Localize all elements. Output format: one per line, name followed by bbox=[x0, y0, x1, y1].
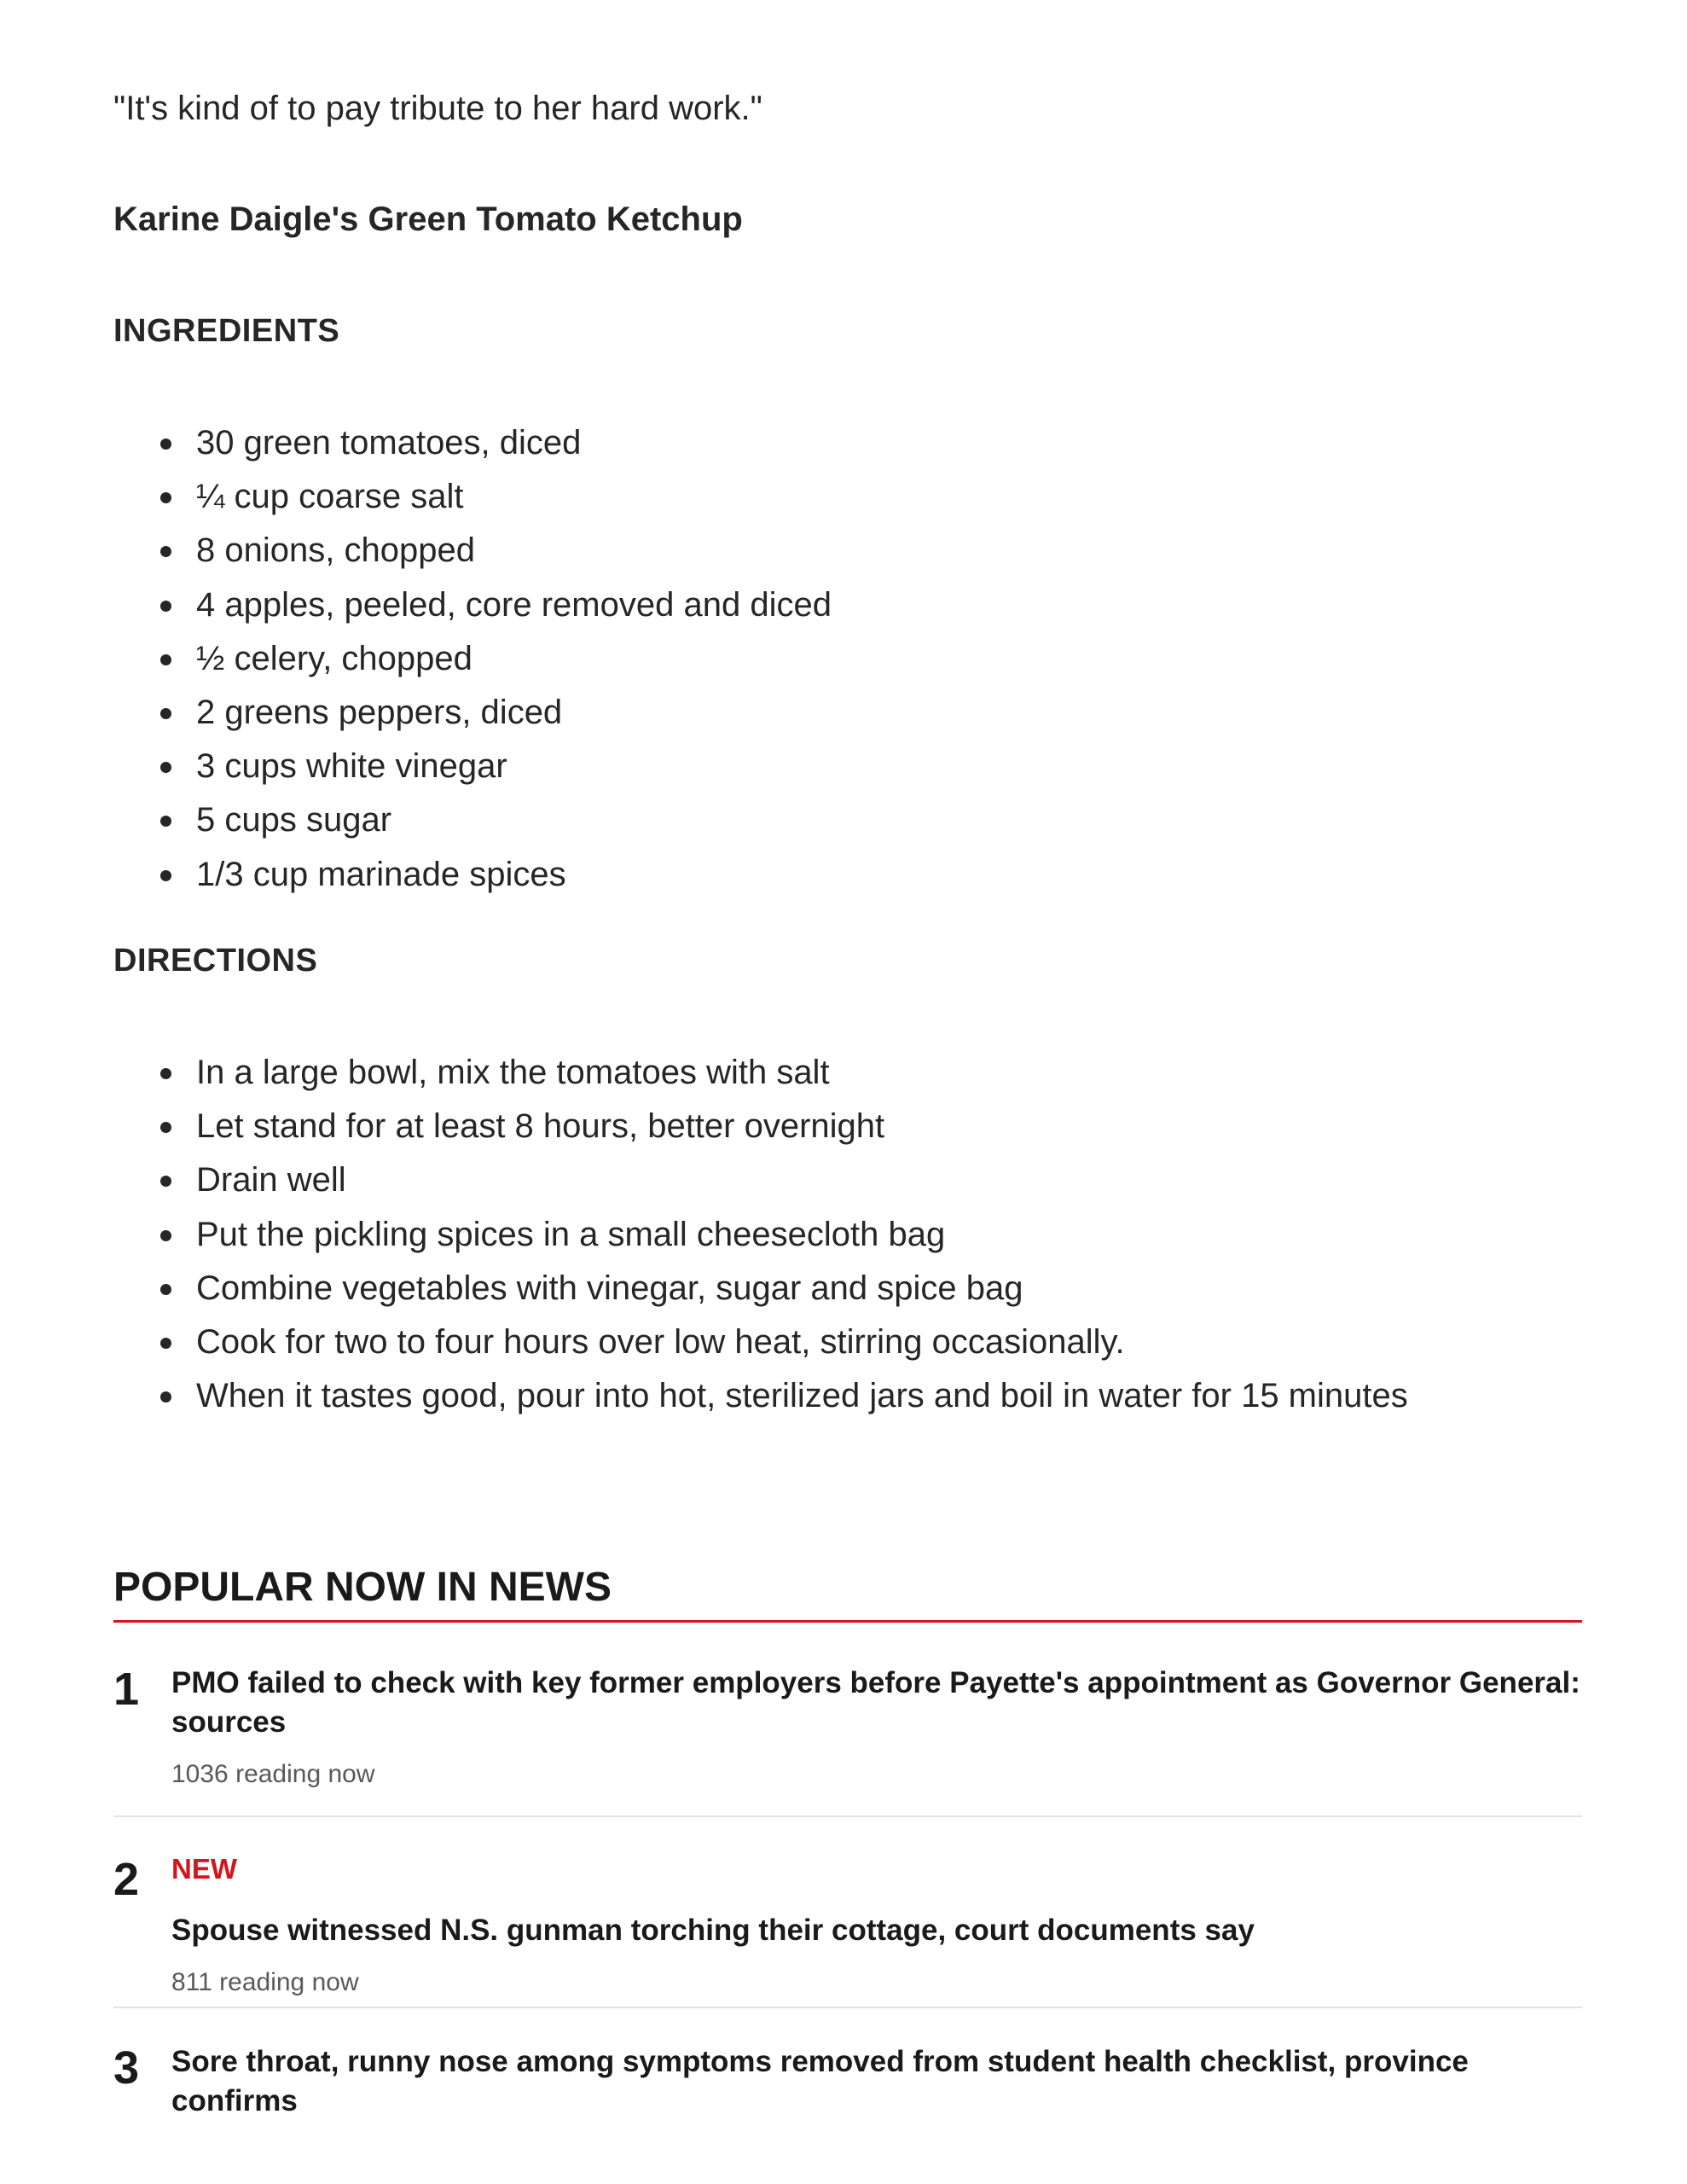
ingredients-list bbox=[113, 416, 832, 902]
story-content bbox=[171, 2042, 1582, 2121]
ingredients-heading: INGREDIENTS bbox=[113, 313, 340, 349]
bullet-icon bbox=[160, 439, 171, 450]
bullet-icon bbox=[160, 1230, 171, 1241]
bullet-icon bbox=[160, 762, 171, 773]
popular-divider bbox=[113, 1620, 1582, 1623]
ingredient-item bbox=[113, 848, 832, 902]
ingredient-text: 8 onions, chopped bbox=[196, 531, 475, 570]
story-content bbox=[171, 1664, 1582, 1792]
story-headline-link[interactable]: Spouse witnessed N.S. gunman torching their cottage, court documents say bbox=[171, 1914, 1255, 1947]
ingredient-text: 4 apples, peeled, core removed and diced bbox=[196, 585, 832, 624]
direction-text: When it tastes good, pour into hot, sterilized jars and boil in water for 15 minutes bbox=[196, 1377, 1408, 1415]
popular-heading: POPULAR NOW IN NEWS bbox=[113, 1565, 612, 1610]
direction-text: Let stand for at least 8 hours, better overnight bbox=[196, 1107, 885, 1146]
ingredient-item bbox=[113, 686, 832, 740]
ingredient-text: 5 cups sugar bbox=[196, 801, 392, 839]
ingredient-item bbox=[113, 578, 832, 632]
directions-heading: DIRECTIONS bbox=[113, 943, 318, 979]
direction-item bbox=[113, 1153, 1408, 1207]
story-content bbox=[171, 1851, 1582, 2000]
bullet-icon bbox=[160, 816, 171, 827]
ingredient-item bbox=[113, 740, 832, 793]
ingredient-item bbox=[113, 470, 832, 524]
bullet-icon bbox=[160, 1391, 171, 1403]
recipe-title: Karine Daigle's Green Tomato Ketchup bbox=[113, 200, 743, 238]
story-headline-link[interactable]: Sore throat, runny nose among symptoms removed from student health checklist, province confirms bbox=[171, 2045, 1469, 2117]
ingredient-text: 30 green tomatoes, diced bbox=[196, 424, 582, 462]
story-rank: 1 bbox=[113, 1664, 140, 1715]
ingredient-text: 3 cups white vinegar bbox=[196, 747, 507, 786]
ingredient-text: 2 greens peppers, diced bbox=[196, 693, 563, 731]
story-readers-count: 811 reading now bbox=[171, 1968, 359, 1996]
bullet-icon bbox=[160, 1176, 171, 1187]
direction-text: Drain well bbox=[196, 1161, 346, 1199]
ingredient-text: 1/3 cup marinade spices bbox=[196, 855, 566, 893]
ingredient-item bbox=[113, 632, 832, 686]
bullet-icon bbox=[160, 708, 171, 719]
story-headline-link[interactable]: PMO failed to check with key former employers before Payette's appointment as Governor General: sources bbox=[171, 1666, 1580, 1739]
story-divider bbox=[113, 2007, 1582, 2008]
direction-item bbox=[113, 1208, 1408, 1262]
bullet-icon bbox=[160, 654, 171, 665]
ingredient-item bbox=[113, 524, 832, 578]
direction-text: In a large bowl, mix the tomatoes with salt bbox=[196, 1054, 830, 1091]
story-rank: 3 bbox=[113, 2042, 140, 2094]
story-rank: 2 bbox=[113, 1854, 140, 1905]
direction-text: Combine vegetables with vinegar, sugar and spice bag bbox=[196, 1269, 1023, 1307]
direction-item bbox=[113, 1100, 1408, 1153]
bullet-icon bbox=[160, 546, 171, 557]
bullet-icon bbox=[160, 1068, 171, 1079]
direction-item bbox=[113, 1046, 1408, 1100]
bullet-icon bbox=[160, 870, 171, 881]
direction-item bbox=[113, 1316, 1408, 1369]
ingredient-item bbox=[113, 793, 832, 847]
bullet-icon bbox=[160, 1122, 171, 1133]
direction-text: Cook for two to four hours over low heat, stirring occasionally. bbox=[196, 1322, 1125, 1361]
direction-item bbox=[113, 1369, 1408, 1423]
bullet-icon bbox=[160, 1284, 171, 1295]
ingredient-item bbox=[113, 416, 832, 470]
bullet-icon bbox=[160, 601, 171, 612]
new-badge: NEW bbox=[171, 1853, 237, 1885]
ingredient-text: ¼ cup coarse salt bbox=[196, 478, 464, 516]
story-divider bbox=[113, 1815, 1582, 1817]
direction-text: Put the pickling spices in a small cheesecloth bag bbox=[196, 1215, 946, 1253]
ingredient-text: ½ celery, chopped bbox=[196, 639, 472, 677]
direction-item bbox=[113, 1262, 1408, 1316]
story-readers-count: 1036 reading now bbox=[171, 1760, 375, 1788]
bullet-icon bbox=[160, 492, 171, 503]
bullet-icon bbox=[160, 1338, 171, 1349]
article-quote: "It's kind of to pay tribute to her hard work." bbox=[113, 90, 762, 127]
directions-list bbox=[113, 1046, 1408, 1423]
